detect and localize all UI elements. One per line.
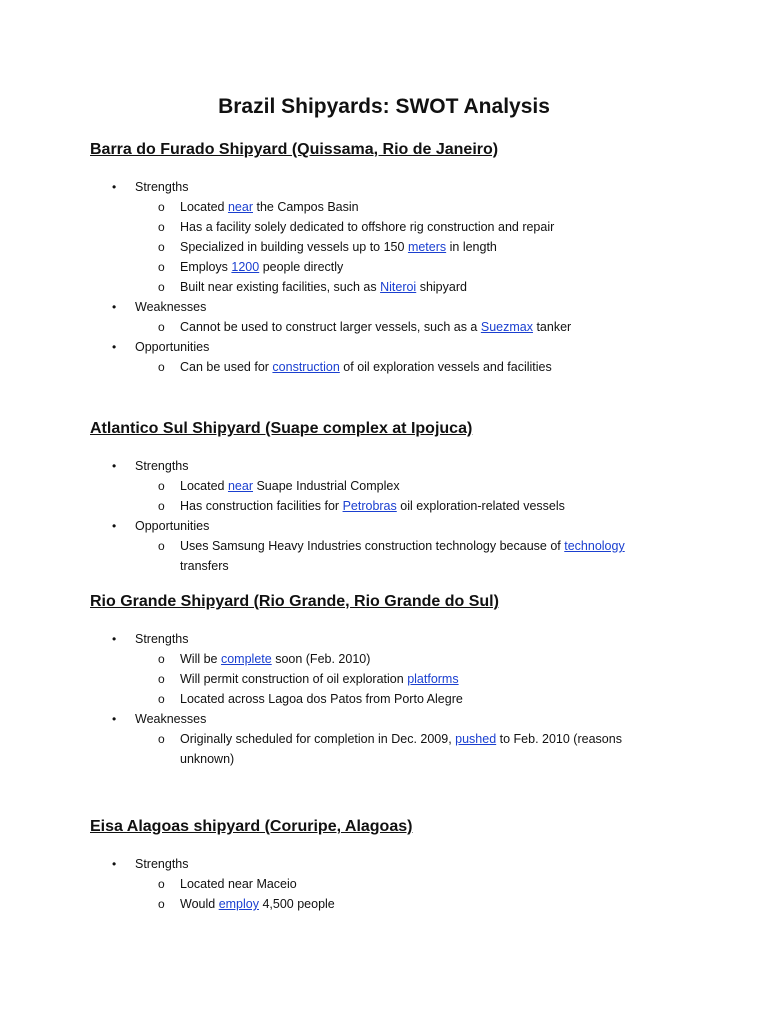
circle-bullet-icon: o (158, 877, 165, 891)
circle-bullet-icon: o (158, 260, 165, 274)
item-text: Originally scheduled for completion in Dec. 2009, (180, 732, 456, 746)
list-item (90, 257, 710, 277)
circle-bullet-icon: o (158, 320, 165, 334)
hyperlink[interactable]: pushed (455, 732, 497, 746)
category-item (90, 456, 710, 476)
hyperlink[interactable]: meters (407, 240, 447, 254)
list-item (90, 536, 710, 576)
circle-bullet-icon: o (158, 220, 165, 234)
category-label: Strengths (135, 857, 189, 871)
hyperlink[interactable]: complete (220, 652, 272, 666)
section-eisa-alagoas (90, 816, 710, 914)
item-text: unknown) (180, 752, 235, 766)
item-text: 4,500 people (258, 897, 335, 911)
section-heading: Atlantico Sul Shipyard (Suape complex at Ipojuca) (90, 420, 473, 437)
list-item (90, 317, 710, 337)
list-item (90, 217, 710, 237)
list-item (90, 277, 710, 297)
bullet-icon: • (112, 712, 117, 726)
list-item (90, 496, 710, 516)
circle-bullet-icon: o (158, 360, 165, 374)
circle-bullet-icon: o (158, 240, 165, 254)
hyperlink[interactable]: technology (564, 539, 625, 553)
circle-bullet-icon: o (158, 672, 165, 686)
item-text: soon (Feb. 2010) (271, 652, 371, 666)
bullet-icon: • (112, 632, 117, 646)
circle-bullet-icon: o (158, 499, 165, 513)
item-text: of oil exploration vessels and facilities (339, 360, 552, 374)
item-text: shipyard (416, 280, 467, 294)
bullet-icon: • (112, 340, 117, 354)
hyperlink[interactable]: platforms (407, 672, 459, 686)
bullet-icon: • (112, 300, 117, 314)
circle-bullet-icon: o (158, 732, 165, 746)
item-text: Will permit construction of oil exploration (180, 672, 408, 686)
hyperlink[interactable]: Niteroi (380, 280, 417, 294)
category-label: Strengths (135, 632, 189, 646)
category-label: Strengths (135, 459, 189, 473)
item-text: people directly (259, 260, 344, 274)
category-item (90, 516, 710, 536)
item-text: Employs (180, 260, 232, 274)
hyperlink[interactable]: near (227, 200, 253, 214)
category-item (90, 629, 710, 649)
section-atlantico-sul (90, 418, 710, 576)
hyperlink[interactable]: 1200 (231, 260, 260, 274)
list-item (90, 476, 710, 496)
category-label: Opportunities (135, 340, 210, 354)
list-item (90, 894, 710, 914)
list-item (90, 669, 710, 689)
circle-bullet-icon: o (158, 479, 165, 493)
section-barra-do-furado (90, 139, 710, 377)
bullet-icon: • (112, 519, 117, 533)
bullet-icon: • (112, 180, 117, 194)
circle-bullet-icon: o (158, 897, 165, 911)
section-heading: Barra do Furado Shipyard (Quissama, Rio de Janeiro) (90, 141, 499, 158)
item-text: Has a facility solely dedicated to offshore rig construction and repair (180, 220, 555, 234)
item-text: transfers (180, 559, 229, 573)
item-text: Built near existing facilities, such as (180, 280, 381, 294)
circle-bullet-icon: o (158, 692, 165, 706)
category-label: Opportunities (135, 519, 210, 533)
item-text: Cannot be used to construct larger vessels, such as a (180, 320, 481, 334)
category-item (90, 297, 710, 317)
circle-bullet-icon: o (158, 280, 165, 294)
section-heading: Eisa Alagoas shipyard (Coruripe, Alagoas) (90, 818, 413, 835)
category-label: Weaknesses (135, 712, 207, 726)
item-text: Would (180, 897, 219, 911)
item-text: Located (180, 479, 228, 493)
bullet-icon: • (112, 857, 117, 871)
list-item (90, 237, 710, 257)
category-item (90, 177, 710, 197)
category-item (90, 709, 710, 729)
item-text: tanker (532, 320, 572, 334)
item-text: Can be used for (180, 360, 273, 374)
item-text: to Feb. 2010 (reasons (496, 732, 622, 746)
item-text: oil exploration-related vessels (396, 499, 565, 513)
bullet-icon: • (112, 459, 117, 473)
item-text: Will be (180, 652, 221, 666)
item-text: Located near Maceio (180, 877, 297, 891)
category-label: Strengths (135, 180, 189, 194)
hyperlink[interactable]: Petrobras (342, 499, 397, 513)
hyperlink[interactable]: construction (272, 360, 340, 374)
circle-bullet-icon: o (158, 652, 165, 666)
hyperlink[interactable]: near (227, 479, 253, 493)
page-title: Brazil Shipyards: SWOT Analysis (218, 95, 550, 118)
item-text: Suape Industrial Complex (253, 479, 400, 493)
hyperlink[interactable]: Suezmax (480, 320, 533, 334)
list-item (90, 689, 710, 709)
hyperlink[interactable]: employ (218, 897, 259, 911)
circle-bullet-icon: o (158, 200, 165, 214)
category-item (90, 854, 710, 874)
list-item (90, 729, 710, 769)
category-label: Weaknesses (135, 300, 207, 314)
circle-bullet-icon: o (158, 539, 165, 553)
item-text: Located (180, 200, 228, 214)
item-text: Located across Lagoa dos Patos from Porto Alegre (180, 692, 463, 706)
item-text: in length (446, 240, 497, 254)
item-text: Specialized in building vessels up to 150 (180, 240, 408, 254)
list-item (90, 649, 710, 669)
section-heading: Rio Grande Shipyard (Rio Grande, Rio Grande do Sul) (90, 593, 499, 610)
section-rio-grande (90, 591, 710, 769)
item-text: the Campos Basin (253, 200, 359, 214)
list-item (90, 357, 710, 377)
list-item (90, 874, 710, 894)
category-item (90, 337, 710, 357)
list-item (90, 197, 710, 217)
item-text: Has construction facilities for (180, 499, 343, 513)
item-text: Uses Samsung Heavy Industries construction technology because of (180, 539, 565, 553)
